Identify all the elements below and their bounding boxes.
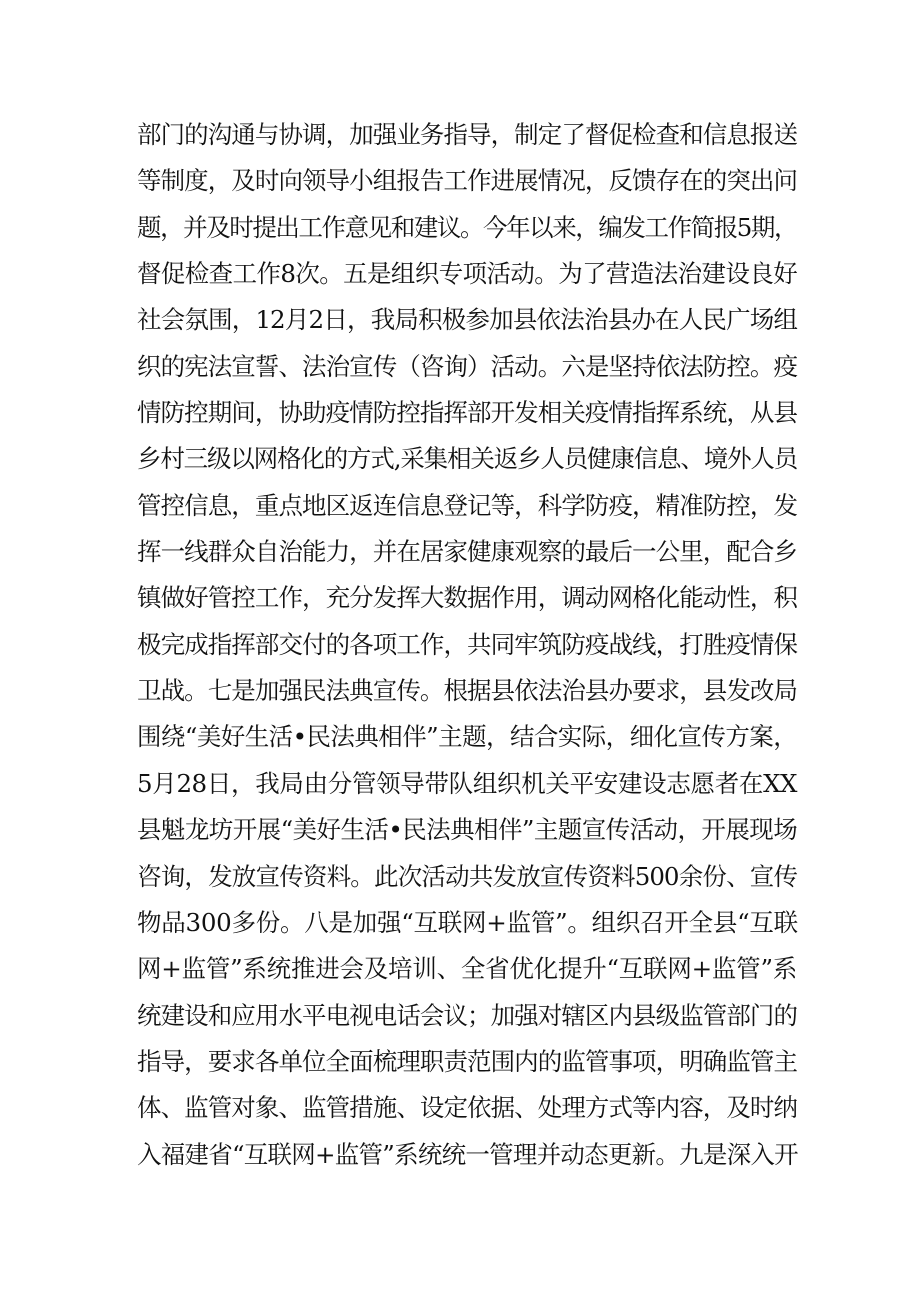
text-line: 网+监管”系统推进会及培训、全省优化提升“互联网+监管”系 — [137, 954, 797, 984]
text-line: 题，并及时提出工作意见和建议。今年以来，编发工作简报5期， — [137, 212, 797, 242]
text-line: 物品300多份。八是加强“互联网+监管”。组织召开全县“互联 — [137, 907, 798, 937]
text-line: 体、监管对象、监管措施、设定依据、处理方式等内容，及时纳 — [137, 1093, 797, 1123]
text-line: 管控信息，重点地区返连信息登记等，科学防疫，精准防控，发 — [137, 490, 797, 520]
text-line: 社会氛围，12月2日，我局积极参加县依法治县办在人民广场组 — [137, 305, 797, 335]
text-line: 入福建省“互联网+监管”系统统一管理并动态更新。九是深入开 — [137, 1139, 798, 1169]
text-line: 统建设和应用水平电视电话会议；加强对辖区内县级监管部门的 — [137, 1000, 797, 1030]
body-text — [137, 112, 797, 1178]
text-line: 挥一线群众自治能力，并在居家健康观察的最后一公里，配合乡 — [137, 537, 797, 567]
text-line: 督促检查工作8次。五是组织专项活动。为了营造法治建设良好 — [137, 259, 797, 289]
text-line: 乡村三级以网格化的方式,采集相关返乡人员健康信息、境外人员 — [137, 444, 797, 474]
text-line: 卫战。七是加强民法典宣传。根据县依法治县办要求，县发改局 — [137, 676, 797, 706]
text-line: 部门的沟通与协调，加强业务指导，制定了督促检查和信息报送 — [137, 120, 797, 149]
text-line: 极完成指挥部交付的各项工作，共同牢筑防疫战线，打胜疫情保 — [137, 629, 797, 659]
text-line: 围绕“美好生活•民法典相伴”主题，结合实际，细化宣传方案， — [137, 722, 797, 752]
text-line: 指导，要求各单位全面梳理职责范围内的监管事项，明确监管主 — [137, 1046, 797, 1076]
text-line: 咨询，发放宣传资料。此次活动共发放宣传资料500余份、宣传 — [137, 861, 797, 891]
text-line: 县魁龙坊开展“美好生活•民法典相伴”主题宣传活动，开展现场 — [137, 815, 797, 845]
text-line: 织的宪法宣誓、法治宣传（咨询）活动。六是坚持依法防控。疫 — [137, 351, 797, 381]
text-line: 5月28日，我局由分管领导带队组织机关平安建设志愿者在XX — [137, 768, 797, 798]
text-line: 等制度，及时向领导小组报告工作进展情况，反馈存在的突出问 — [137, 166, 797, 196]
text-line: 情防控期间，协助疫情防控指挥部开发相关疫情指挥系统，从县 — [137, 398, 797, 428]
text-line: 镇做好管控工作，充分发挥大数据作用，调动网格化能动性，积 — [137, 583, 797, 613]
